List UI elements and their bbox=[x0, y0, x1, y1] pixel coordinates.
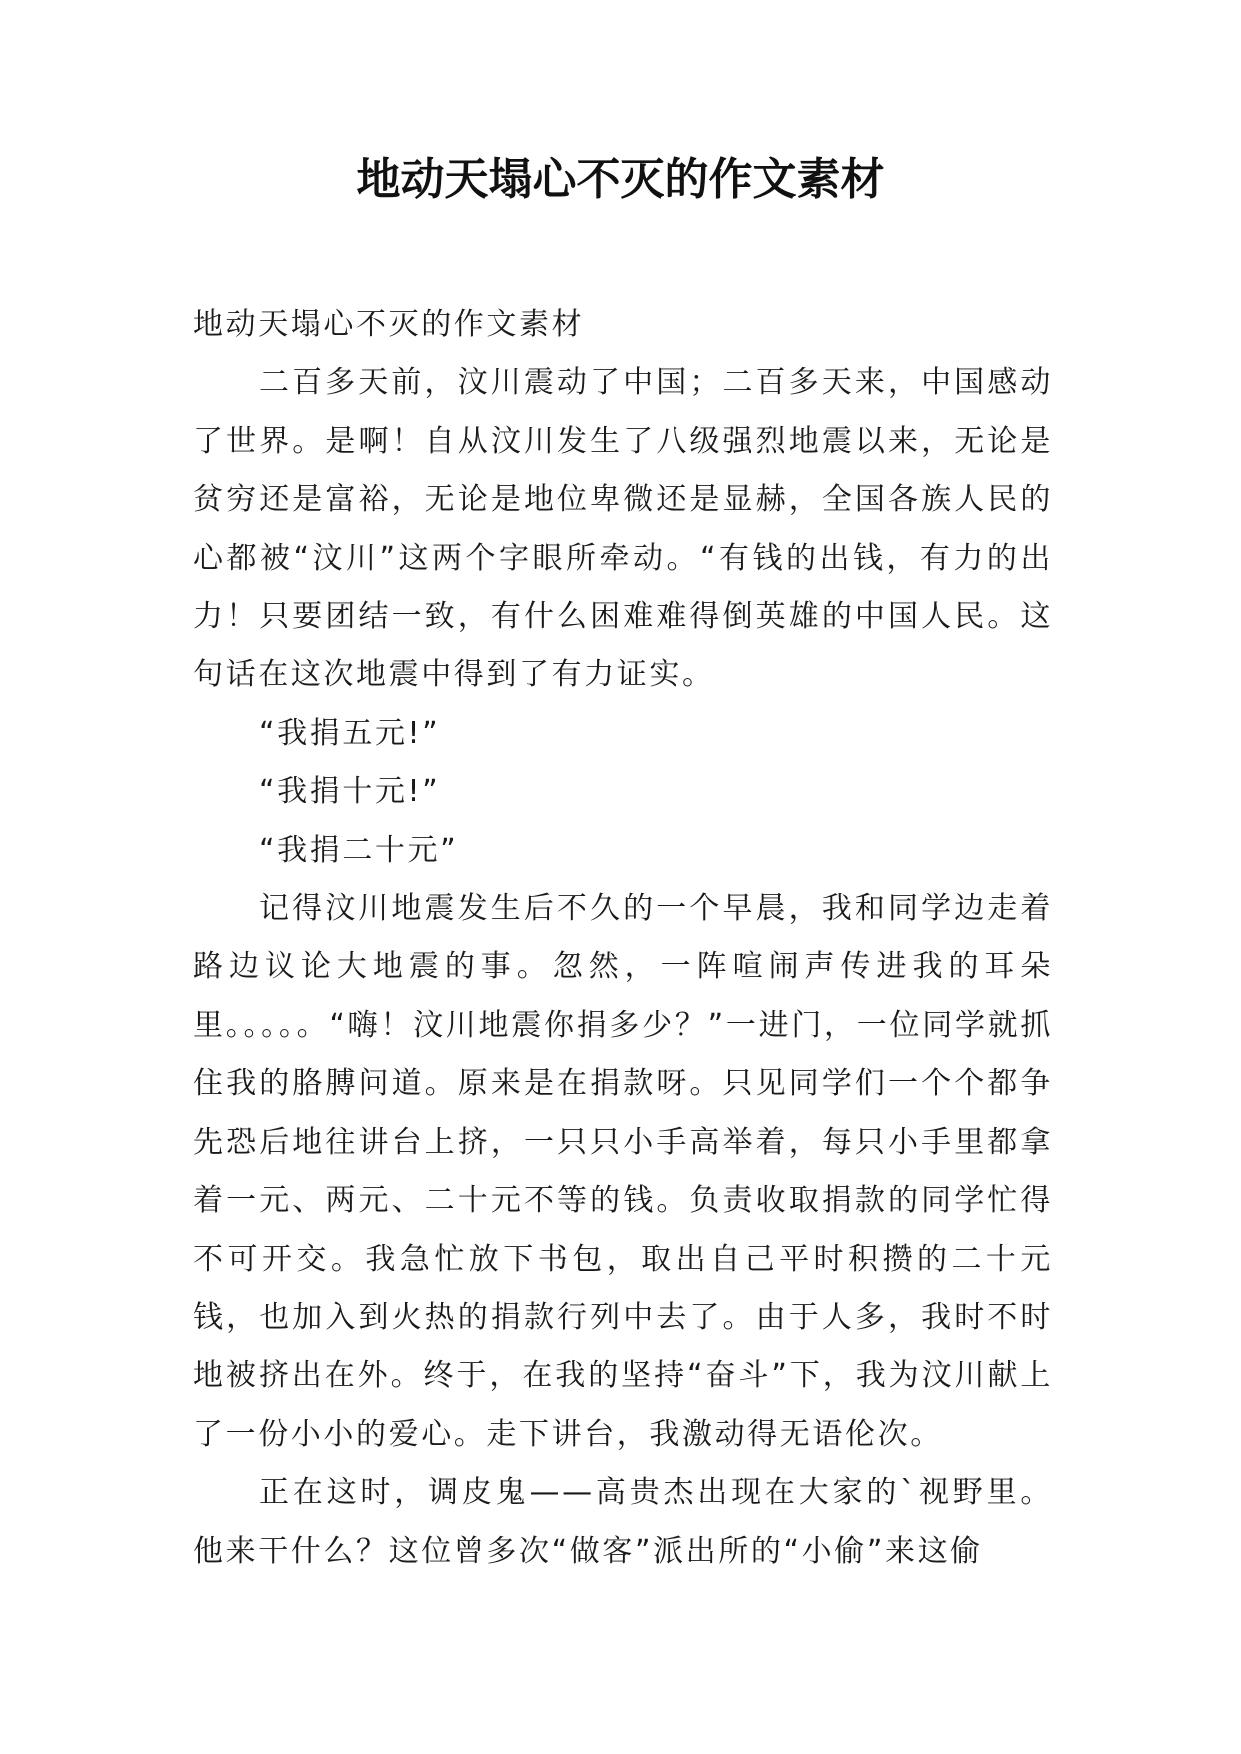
body-paragraph: 记得汶川地震发生后不久的一个早晨，我和同学边走着路边议论大地震的事。忽然，一阵喧闹声传进我的耳朵里。。。。。“嗨！汶川地震你捐多少？”一进门，一位同学就抓住我的胳膊问道。原来是在捐款呀。只见同学们一个个都争先恐后地往讲台上挤，一只只小手高举着，每只小手里都拿着一元、两元、二十元不等的钱。负责收取捐款的同学忙得不可开交。我急忙放下书包，取出自己平时积攒的二十元钱，也加入到火热的捐款行列中去了。由于人多，我时不时地被挤出在外。终于，在我的坚持“奋斗”下，我为汶川献上了一份小小的爱心。走下讲台，我激动得无语伦次。 bbox=[193, 891, 1053, 1452]
document-title: 地动天塌心不灭的作文素材 bbox=[356, 154, 885, 205]
body-paragraph: 正在这时，调皮鬼——高贵杰出现在大家的`视野里。他来干什么？这位曾多次“做客”派出所的“小偷”来这偷 bbox=[193, 1475, 1053, 1569]
body-paragraph-subtitle: 地动天塌心不灭的作文素材 bbox=[193, 307, 585, 342]
body-paragraph: 二百多天前，汶川震动了中国；二百多天来，中国感动了世界。是啊！自从汶川发生了八级强烈地震以来，无论是贫穷还是富裕，无论是地位卑微还是显赫，全国各族人民的心都被“汶川”这两个字眼所牵动。“有钱的出钱，有力的出力！只要团结一致，有什么困难难得倒英雄的中国人民。这句话在这次地震中得到了有力证实。 bbox=[193, 365, 1053, 693]
quote-line: “我捐二十元” bbox=[259, 832, 459, 868]
document-body bbox=[193, 296, 1053, 1581]
quote-line: “我捐十元!” bbox=[259, 774, 441, 810]
quote-line: “我捐五元!” bbox=[259, 715, 441, 751]
